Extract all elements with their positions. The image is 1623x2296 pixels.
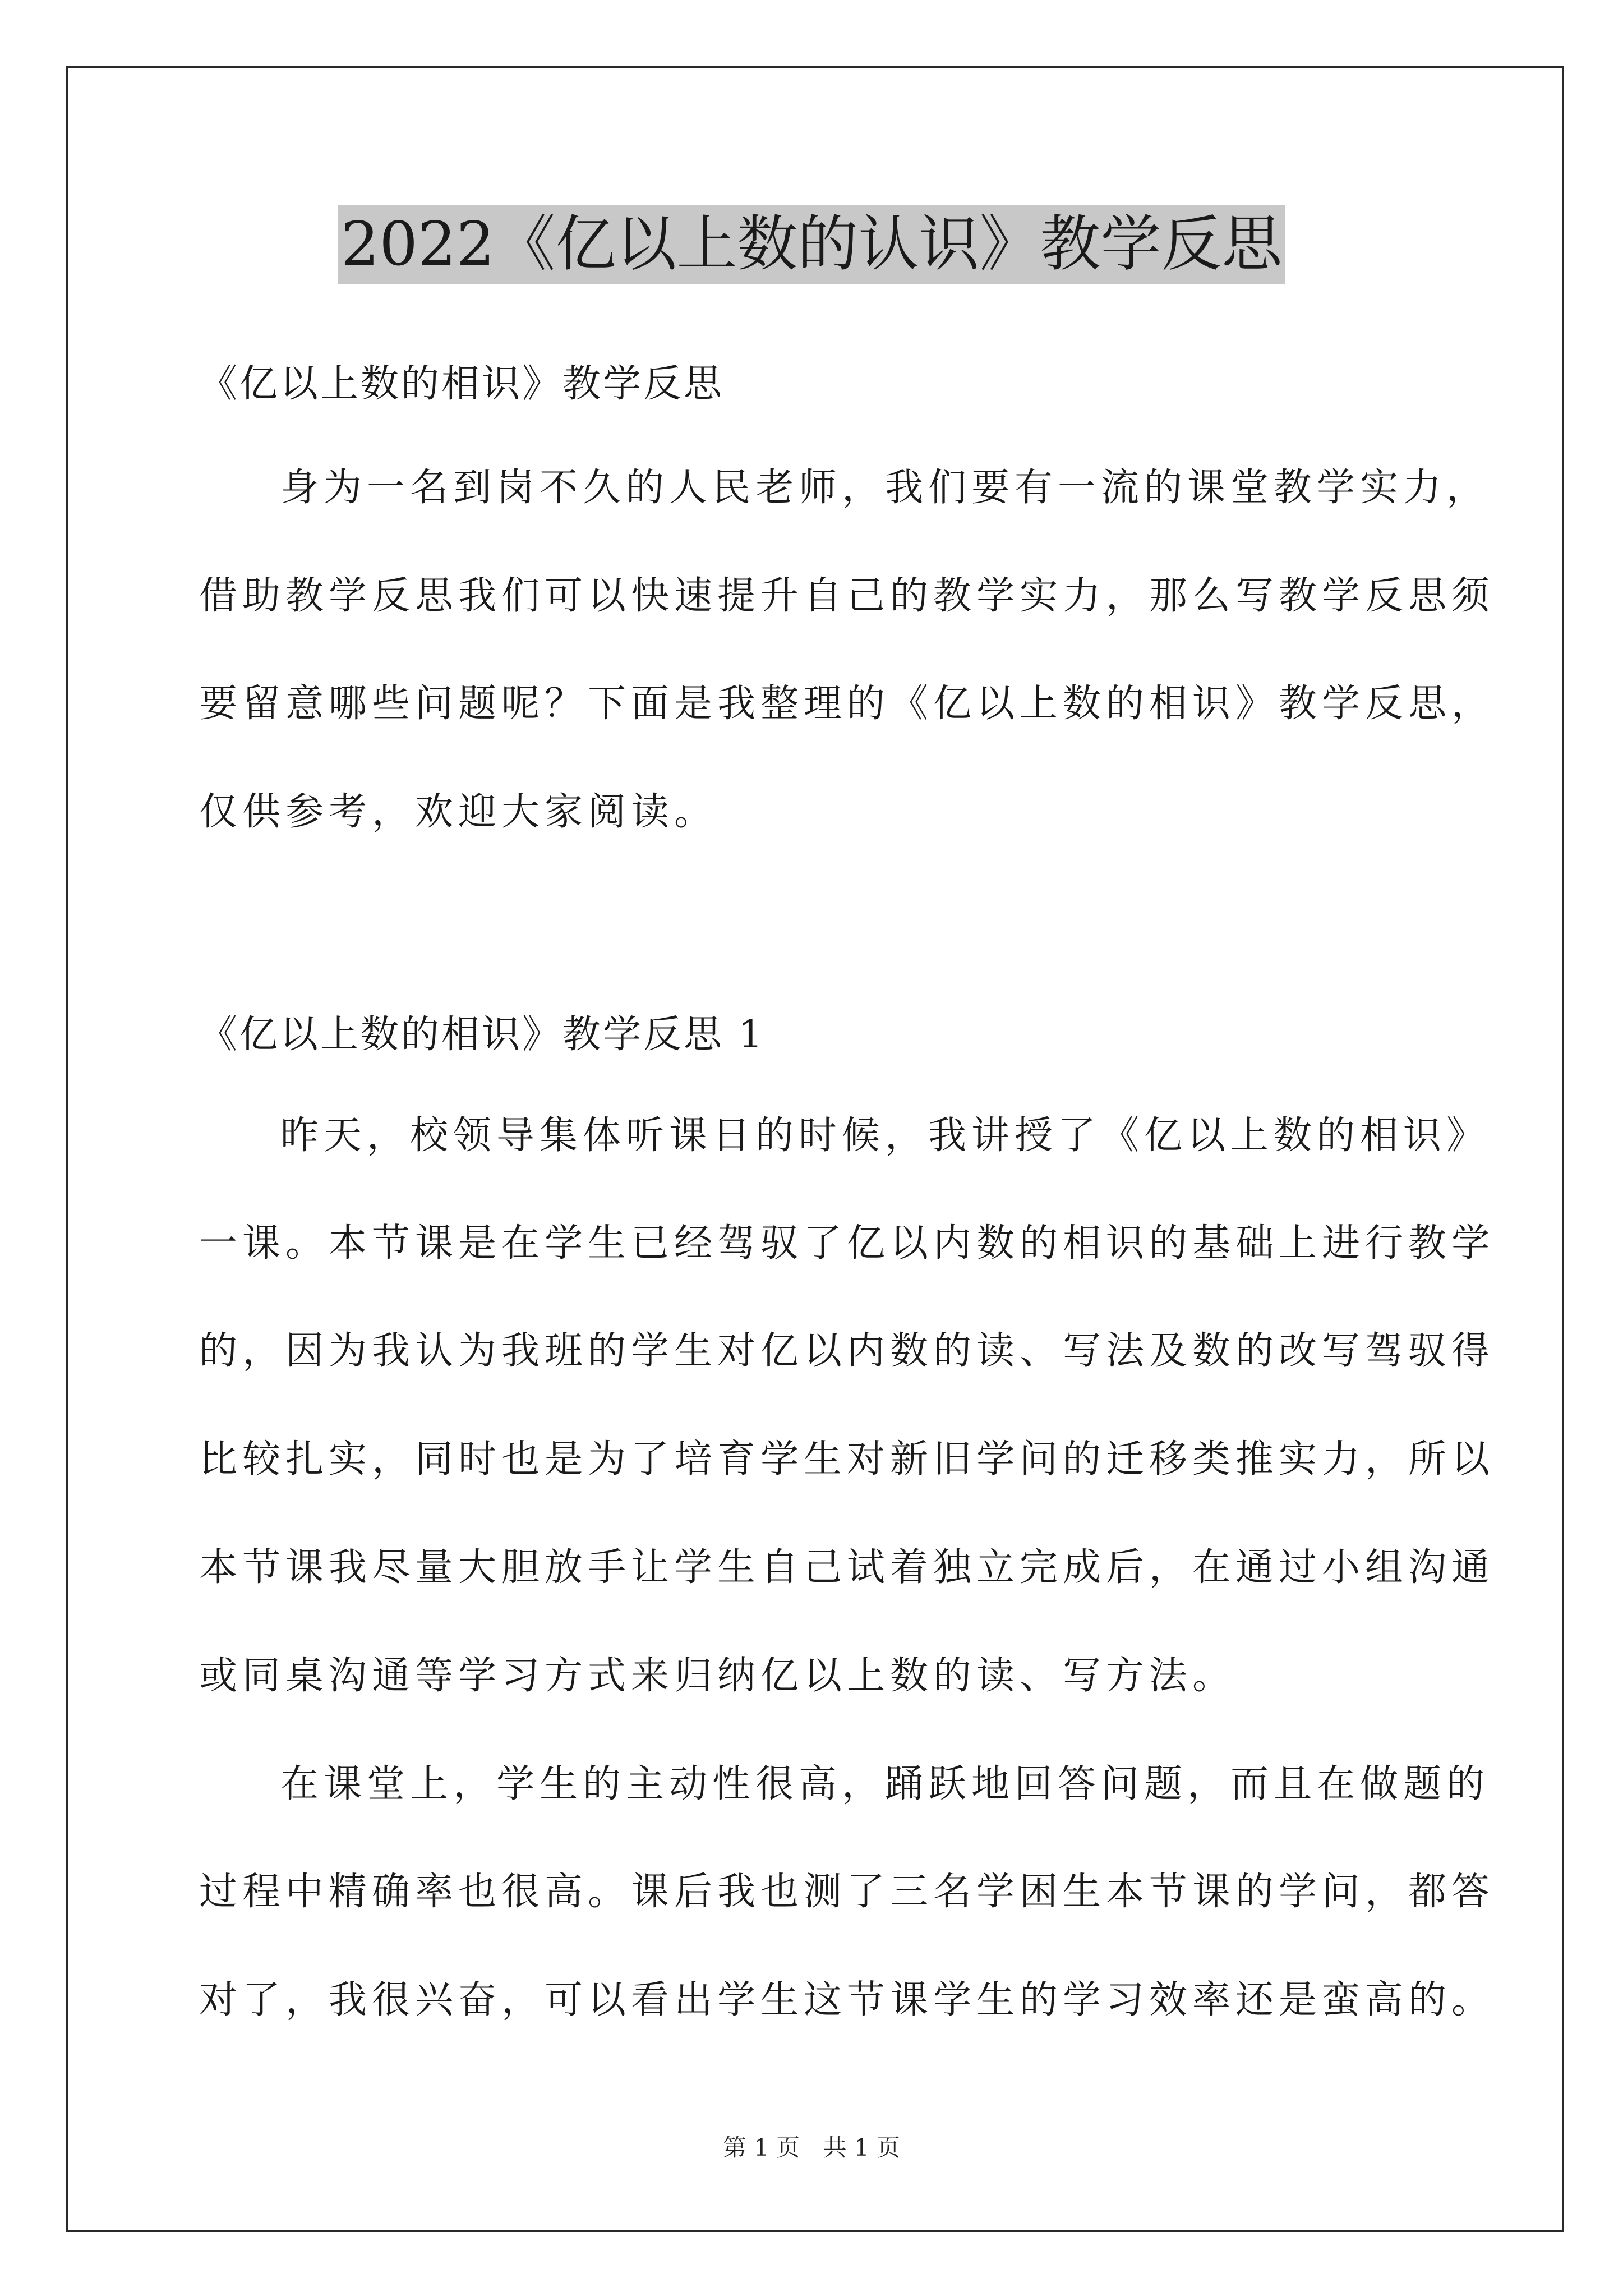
page-total: 共 1 页 — [823, 2134, 901, 2161]
intro-line-2: 借助教学反思我们可以快速提升自己的教学实力，那么写教学反思须 — [199, 574, 1495, 618]
title-container — [0, 205, 1623, 284]
document-title: 2022《亿以上数的认识》教学反思 — [338, 205, 1286, 284]
page-footer — [0, 2129, 1623, 2163]
intro-line-3: 要留意哪些问题呢？下面是我整理的《亿以上数的相识》教学反思， — [199, 682, 1495, 726]
page-number: 第 1 页 — [722, 2134, 800, 2161]
section1-heading: 《亿以上数的相识》教学反思 1 — [199, 1013, 765, 1057]
section1-p1-line-3: 的，因为我认为我班的学生对亿以内数的读、写法及数的改写驾驭得 — [199, 1329, 1495, 1373]
intro-heading: 《亿以上数的相识》教学反思 — [199, 362, 725, 406]
section1-p1-line-5: 本节课我尽量大胆放手让学生自己试着独立完成后，在通过小组沟通 — [199, 1545, 1495, 1590]
section1-p2-line-3: 对了，我很兴奋，可以看出学生这节课学生的学习效率还是蛮高的。 — [199, 1978, 1495, 2022]
intro-line-4: 仅供参考，欢迎大家阅读。 — [199, 790, 718, 834]
section1-p2-line-1: 在课堂上，学生的主动性很高，踊跃地回答问题，而且在做题的 — [280, 1762, 1490, 1806]
intro-line-1: 身为一名到岗不久的人民老师，我们要有一流的课堂教学实力， — [280, 466, 1490, 510]
section1-p1-line-4: 比较扎实，同时也是为了培育学生对新旧学问的迁移类推实力，所以 — [199, 1437, 1495, 1481]
section1-p1-line-2: 一课。本节课是在学生已经驾驭了亿以内数的相识的基础上进行教学 — [199, 1221, 1495, 1266]
section1-p1-line-1: 昨天，校领导集体听课日的时候，我讲授了《亿以上数的相识》 — [280, 1114, 1490, 1158]
section1-p1-line-6: 或同桌沟通等学习方式来归纳亿以上数的读、写方法。 — [199, 1654, 1236, 1698]
section1-p2-line-2: 过程中精确率也很高。课后我也测了三名学困生本节课的学问，都答 — [199, 1870, 1495, 1914]
